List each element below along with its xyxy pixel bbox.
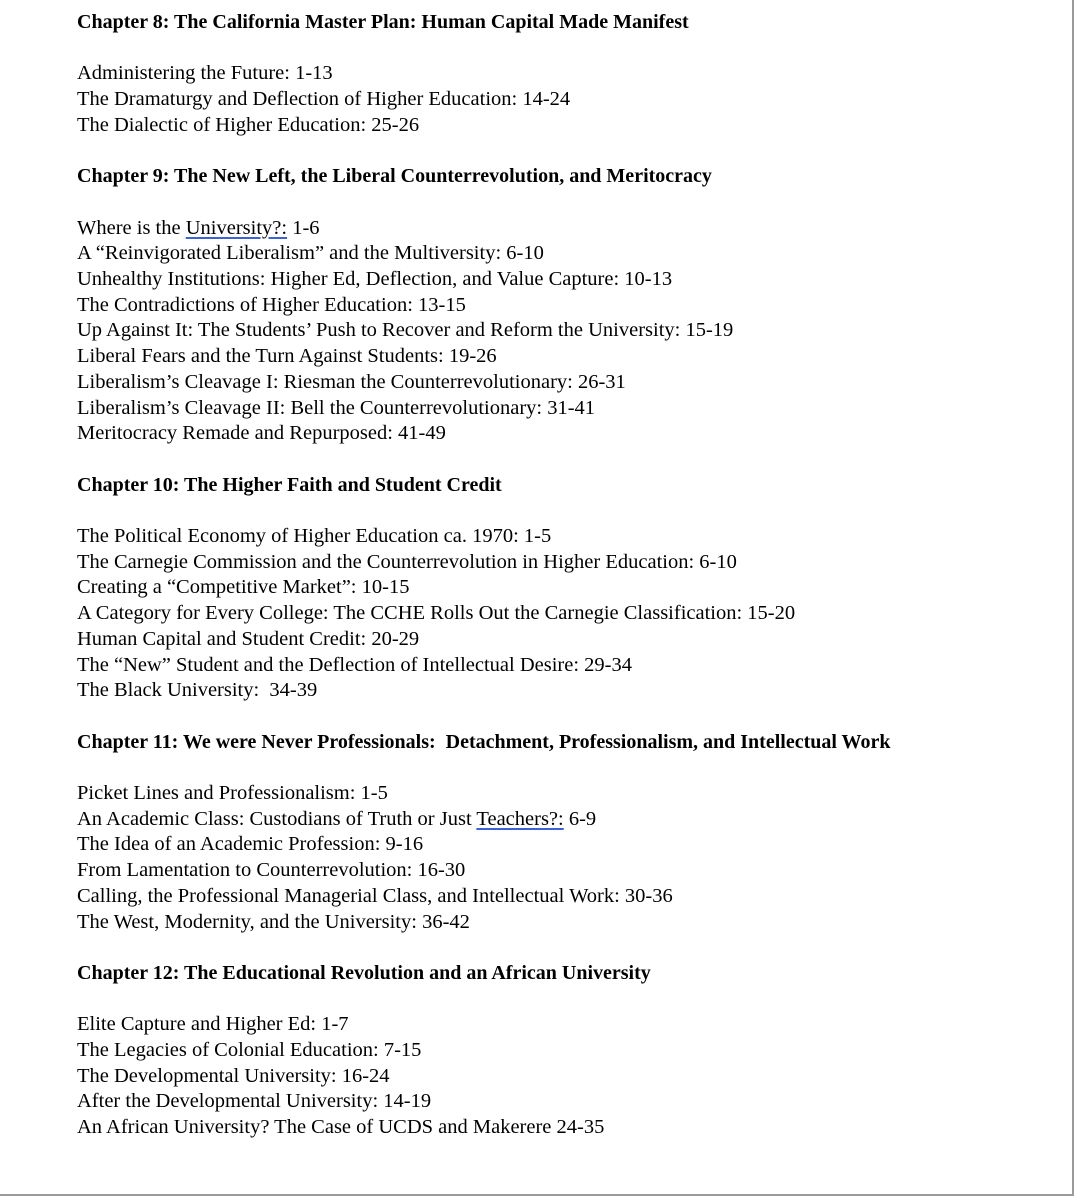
chapter-10-section	[77, 473, 957, 730]
toc-entry: Calling, the Professional Managerial Class, and Intellectual Work: 30-36	[77, 884, 673, 907]
toc-entry	[77, 807, 957, 833]
chapter-11-section	[77, 730, 957, 961]
toc-entry: The Dialectic of Higher Education: 25-26	[77, 113, 420, 136]
toc-entry: The Dramaturgy and Deflection of Higher Education: 14-24	[77, 88, 571, 111]
toc-entry-text: An Academic Class: Custodians of Truth or Just	[77, 807, 477, 830]
toc-entry: The Developmental University: 16-24	[77, 1064, 390, 1087]
toc-entry: The Political Economy of Higher Education ca. 1970: 1-5	[77, 524, 552, 547]
toc-entry: Liberal Fears and the Turn Against Students: 19-26	[77, 345, 497, 368]
chapter-9-title: Chapter 9: The New Left, the Liberal Counterrevolution, and Meritocracy	[77, 165, 712, 188]
chapter-8-title: Chapter 8: The California Master Plan: Human Capital Made Manifest	[77, 11, 689, 33]
chapter-11-title: Chapter 11: We were Never Professionals: Detachment, Professionalism, and Intellectual Work	[77, 730, 891, 753]
toc-entry-pages: 6-9	[563, 807, 597, 830]
toc-entry: A Category for Every College: The CCHE Rolls Out the Carnegie Classification: 15-20	[77, 602, 796, 625]
chapter-12-section	[77, 961, 957, 1141]
chapter-12-title: Chapter 12: The Educational Revolution and an African University	[77, 961, 651, 984]
toc-entry: Creating a “Competitive Market”: 10-15	[77, 576, 410, 599]
toc-entry-text: Where is the	[77, 216, 186, 239]
toc-entry: A “Reinvigorated Liberalism” and the Multiversity: 6-10	[77, 242, 544, 265]
toc-entry: The Contradictions of Higher Education: 13-15	[77, 293, 466, 316]
toc-entry	[77, 216, 957, 242]
toc-entry: Picket Lines and Professionalism: 1-5	[77, 781, 388, 804]
toc-entry: The “New” Student and the Deflection of Intellectual Desire: 29-34	[77, 653, 633, 676]
toc-entry: Unhealthy Institutions: Higher Ed, Deflection, and Value Capture: 10-13	[77, 267, 673, 290]
toc-entry: The Idea of an Academic Profession: 9-16	[77, 833, 424, 856]
toc-entry: From Lamentation to Counterrevolution: 16-30	[77, 859, 466, 882]
chapter-10-title: Chapter 10: The Higher Faith and Student Credit	[77, 473, 502, 496]
toc-entry: The Black University: 34-39	[77, 679, 318, 702]
toc-entry: Liberalism’s Cleavage I: Riesman the Counterrevolutionary: 26-31	[77, 370, 626, 393]
spellcheck-underlined-word[interactable]: Teachers?:	[476, 807, 564, 830]
toc-entry: An African University? The Case of UCDS and Makerere 24-35	[77, 1116, 605, 1139]
spellcheck-underlined-word[interactable]: University?:	[185, 216, 288, 239]
toc-entry: Human Capital and Student Credit: 20-29	[77, 627, 420, 650]
toc-entry: The West, Modernity, and the University: 36-42	[77, 910, 470, 933]
toc-entry-pages: 1-6	[287, 216, 320, 239]
toc-entry: After the Developmental University: 14-19	[77, 1090, 432, 1113]
table-of-contents	[77, 10, 957, 1141]
toc-entry: Administering the Future: 1-13	[77, 62, 333, 85]
toc-entry: Elite Capture and Higher Ed: 1-7	[77, 1013, 349, 1036]
chapter-8-section	[77, 10, 957, 164]
chapter-9-section	[77, 164, 957, 472]
toc-entry: Liberalism’s Cleavage II: Bell the Counterrevolutionary: 31-41	[77, 396, 596, 419]
toc-entry: The Legacies of Colonial Education: 7-15	[77, 1038, 422, 1061]
toc-entry: Up Against It: The Students’ Push to Recover and Reform the University: 15-19	[77, 319, 734, 342]
toc-entry: Meritocracy Remade and Repurposed: 41-49	[77, 422, 446, 445]
toc-entry: The Carnegie Commission and the Counterrevolution in Higher Education: 6-10	[77, 550, 737, 573]
